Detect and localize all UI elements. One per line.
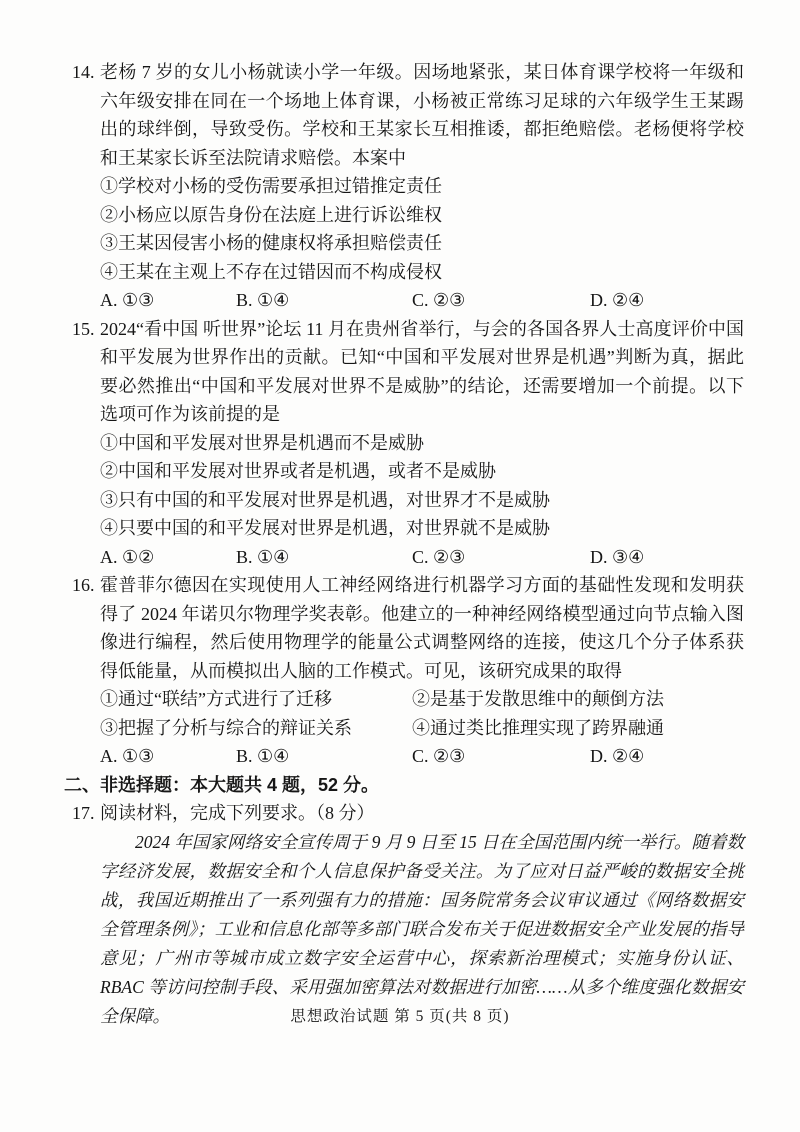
question-15-stem: 2024“看中国 听世界”论坛 11 月在贵州省举行，与会的各国各界人士高度评价中国和平发展为世界作出的贡献。已知“中国和平发展对世界是机遇”判断为真，据此要必然推出“中国和平发展对世界不是威胁”的结论，还需要增加一个前提。以下选项可作为该前提的是 xyxy=(100,318,744,424)
question-14-option-3: ③王某因侵害小杨的健康权将承担赔偿责任 xyxy=(100,233,442,253)
question-15-number: 15. xyxy=(72,318,95,339)
question-16-choice-c: C. ②③ xyxy=(412,746,466,766)
question-14-choice-c: C. ②③ xyxy=(412,290,466,310)
question-16-choice-b: B. ①④ xyxy=(236,746,290,766)
question-14-choice-b: B. ①④ xyxy=(236,290,290,310)
question-15-option-1: ①中国和平发展对世界是机遇而不是威胁 xyxy=(100,432,424,453)
question-15-choice-b: B. ①④ xyxy=(236,546,290,567)
page-content xyxy=(64,58,744,1031)
question-16-stem: 霍普菲尔德因在实现使用人工神经网络进行机器学习方面的基础性发现和发明获得了 2024 年诺贝尔物理学奖表彰。他建立的一种神经网络模型通过向节点输入图像进行编程，然后使用物理学的能量公式调整网络的连接，使这几个分子体系获得低能量，从而模拟出人脑的工作模式。可见，该研究成果的取得 xyxy=(100,575,744,681)
question-16-choices xyxy=(100,742,744,771)
question-17-lead-wrap xyxy=(100,799,744,828)
question-17-material: 2024 年国家网络安全宣传周于 9 月 9 日至 15 日在全国范围内统一举行。随着数字经济发展，数据安全和个人信息保护备受关注。为了应对日益严峻的数据安全挑战，我国近期推出了一系列强有力的措施：国务院常务会议审议通过《网络数据安全管理条例》；工业和信息化部等多部门联合发布关于促进数据安全产业发展的指导意见；广州市等城市成立数字安全运营中心，探索新治理模式；实施身份认证、RBAC 等访问控制手段、采用强加密算法对数据进行加密……从多个维度强化数据安全保障。 xyxy=(100,831,744,1026)
question-14-stem: 老杨 7 岁的女儿小杨就读小学一年级。因场地紧张，某日体育课学校将一年级和六年级安排在同在一个场地上体育课，小杨被正常练习足球的六年级学生王某踢出的球绊倒，导致受伤。学校和王某家长互相推诿，都拒绝赔偿。老杨便将学校和王某家长诉至法院请求赔偿。本案中 xyxy=(100,62,744,168)
question-14-number: 14. xyxy=(72,62,95,82)
question-16-option-3: ③把握了分析与综合的辩证关系 xyxy=(100,717,352,738)
question-14-option-4: ④王某在主观上不存在过错因而不构成侵权 xyxy=(100,261,442,282)
question-16-option-4: ④通过类比推理实现了跨界融通 xyxy=(412,717,664,738)
question-16-choice-a: A. ①③ xyxy=(100,746,155,766)
question-14-choice-d: D. ②④ xyxy=(590,290,645,310)
question-16-body xyxy=(100,571,744,771)
question-15-choice-d: D. ③④ xyxy=(590,546,645,567)
question-15-option-4: ④只要中国的和平发展对世界是机遇，对世界就不是威胁 xyxy=(100,518,550,538)
question-16-choice-d: D. ②④ xyxy=(590,746,645,766)
question-15-option-3: ③只有中国的和平发展对世界是机遇，对世界才不是威胁 xyxy=(100,489,550,510)
question-15-choice-c: C. ②③ xyxy=(412,546,466,567)
question-14-body xyxy=(100,58,744,315)
question-15-choice-a: A. ①② xyxy=(100,546,155,567)
question-15-body xyxy=(100,315,744,572)
question-17-lead: 阅读材料，完成下列要求。（8 分） xyxy=(100,803,375,823)
question-14-option-1: ①学校对小杨的受伤需要承担过错推定责任 xyxy=(100,176,442,196)
question-14 xyxy=(72,58,744,315)
question-15-option-2: ②中国和平发展对世界或者是机遇，或者不是威胁 xyxy=(100,461,496,481)
section-2-header: 二、非选择题：本大题共 4 题，52 分。 xyxy=(64,774,380,795)
question-15-choices xyxy=(100,543,744,572)
question-16-option-2: ②是基于发散思维中的颠倒方法 xyxy=(412,689,664,709)
question-16-options xyxy=(100,685,744,742)
question-15 xyxy=(72,315,744,572)
question-16-option-1: ①通过“联结”方式进行了迁移 xyxy=(100,689,332,709)
question-17-number: 17. xyxy=(72,803,95,823)
question-14-choice-a: A. ①③ xyxy=(100,290,155,310)
question-16-number: 16. xyxy=(72,575,95,595)
question-14-choices xyxy=(100,286,744,315)
question-16 xyxy=(72,571,744,771)
question-17 xyxy=(72,799,744,828)
question-14-option-2: ②小杨应以原告身份在法庭上进行诉讼维权 xyxy=(100,204,442,225)
page-footer: 思想政治试题 第 5 页(共 8 页) xyxy=(290,1008,510,1025)
